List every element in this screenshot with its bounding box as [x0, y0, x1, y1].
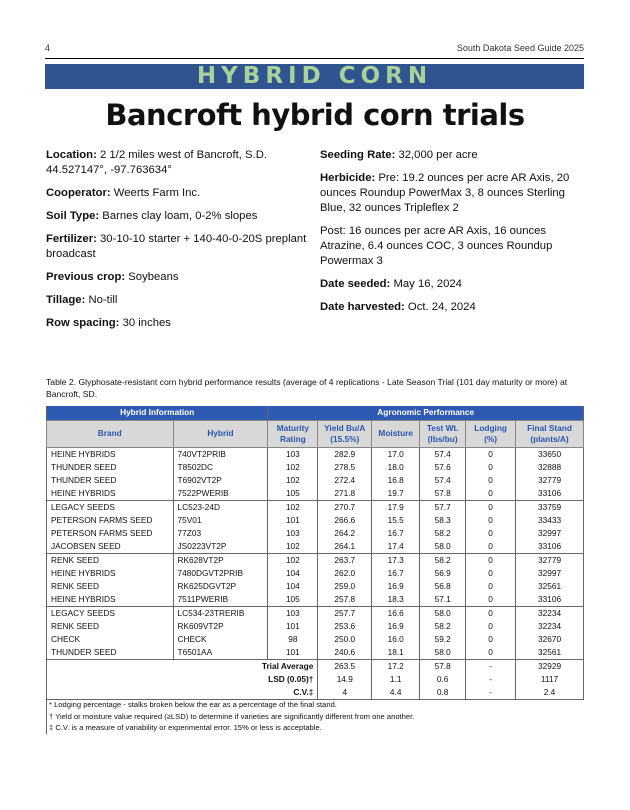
table-cell: HEINE HYBRIDS — [47, 593, 174, 607]
table-cell: 259.0 — [318, 580, 372, 593]
table-cell: 740VT2PRIB — [173, 447, 268, 461]
footnotes — [46, 699, 586, 734]
column-header-line: (%) — [484, 433, 498, 444]
table-cell: 58.3 — [420, 514, 466, 527]
table-cell: RK609VT2P — [173, 620, 268, 633]
column-header-line: Hybrid — [207, 428, 234, 438]
column-header-line: (15.5%) — [330, 433, 360, 444]
table-cell: 57.7 — [420, 500, 466, 514]
results-table — [46, 406, 584, 700]
table-caption: Table 2. Glyphosate-resistant corn hybrid performance results (average of 4 replications - Late Season Trial (101 day maturity or more) at Bancroft, SD. — [46, 377, 568, 399]
table-cell: 264.1 — [318, 540, 372, 554]
table-cell: 250.0 — [318, 633, 372, 646]
detail-item — [320, 148, 590, 163]
detail-value: 30 inches — [119, 317, 171, 329]
table-cell: 17.0 — [372, 447, 420, 461]
table-cell: JS0223VT2P — [173, 540, 268, 554]
table-cell: HEINE HYBRIDS — [47, 567, 174, 580]
table-cell: CHECK — [173, 633, 268, 646]
table-cell: 16.7 — [372, 527, 420, 540]
table-cell: 17.3 — [372, 553, 420, 567]
column-header-line: Final Stand — [527, 422, 572, 433]
table-row — [47, 447, 584, 461]
table-cell: 0 — [466, 646, 516, 660]
table-cell: RK628VT2P — [173, 553, 268, 567]
detail-item — [46, 293, 316, 308]
table-cell: 32997 — [516, 527, 584, 540]
table-row — [47, 487, 584, 501]
table-cell: 257.8 — [318, 593, 372, 607]
table-cell: THUNDER SEED — [47, 474, 174, 487]
summary-cell: - — [466, 686, 516, 700]
table-row — [47, 567, 584, 580]
page-title: Bancroft hybrid corn trials — [105, 98, 525, 132]
table-cell: 102 — [268, 540, 318, 554]
detail-label: Herbicide: — [320, 172, 376, 184]
table-cell: 0 — [466, 461, 516, 474]
column-header — [47, 420, 174, 447]
detail-value: May 16, 2024 — [390, 278, 462, 290]
table-cell: 101 — [268, 620, 318, 633]
table-cell: 16.8 — [372, 474, 420, 487]
table-cell: 56.8 — [420, 580, 466, 593]
column-header-line: (plants/A) — [530, 433, 569, 444]
column-header — [516, 420, 584, 447]
detail-item — [320, 277, 590, 292]
table-cell: 18.3 — [372, 593, 420, 607]
table-cell: 58.2 — [420, 553, 466, 567]
table-cell: T8502DC — [173, 461, 268, 474]
column-header-line: Lodging — [474, 422, 507, 433]
table-cell: 18.1 — [372, 646, 420, 660]
table-row — [47, 514, 584, 527]
summary-cell: 2.4 — [516, 686, 584, 700]
table-cell: 77Z03 — [173, 527, 268, 540]
table-cell: 75V01 — [173, 514, 268, 527]
table-cell: 32561 — [516, 580, 584, 593]
table-cell: 102 — [268, 474, 318, 487]
table-cell: 58.2 — [420, 527, 466, 540]
column-header-line: Brand — [97, 428, 122, 438]
detail-value: Oct. 24, 2024 — [404, 301, 476, 313]
column-header — [372, 420, 420, 447]
column-header — [318, 420, 372, 447]
guide-title: South Dakota Seed Guide 2025 — [456, 43, 584, 53]
detail-item — [46, 209, 316, 224]
detail-value: Weerts Farm Inc. — [110, 187, 201, 199]
summary-cell: 0.8 — [420, 686, 466, 700]
table-cell: 58.0 — [420, 607, 466, 621]
table-cell: 7522PWERIB — [173, 487, 268, 501]
summary-cell: 263.5 — [318, 660, 372, 674]
column-header — [268, 420, 318, 447]
detail-item — [320, 224, 590, 269]
table-cell: 33759 — [516, 500, 584, 514]
page-header — [45, 40, 584, 59]
table-cell: 262.0 — [318, 567, 372, 580]
table-cell: 57.6 — [420, 461, 466, 474]
detail-value: Soybeans — [125, 271, 179, 283]
detail-label: Date seeded: — [320, 278, 391, 290]
table-cell: 0 — [466, 580, 516, 593]
table-cell: 0 — [466, 540, 516, 554]
table-cell: 105 — [268, 593, 318, 607]
table-cell: 266.6 — [318, 514, 372, 527]
table-cell: PETERSON FARMS SEED — [47, 514, 174, 527]
table-cell: 58.2 — [420, 620, 466, 633]
table-cell: 105 — [268, 487, 318, 501]
table-cell: LC534-23TRERIB — [173, 607, 268, 621]
table-cell: 98 — [268, 633, 318, 646]
summary-cell: - — [466, 660, 516, 674]
group-header: Hybrid Information — [47, 406, 268, 420]
column-header-line: Yield Bu/A — [324, 422, 366, 433]
summary-cell: - — [466, 673, 516, 686]
footnote: † Yield or moisture value required (≥LSD) to determine if varieties are significantly different from one another. — [49, 711, 415, 721]
table-cell: T6501AA — [173, 646, 268, 660]
table-cell: 263.7 — [318, 553, 372, 567]
page-number: 4 — [45, 43, 51, 53]
summary-cell: 4 — [318, 686, 372, 700]
table-cell: 278.5 — [318, 461, 372, 474]
table-cell: 33106 — [516, 540, 584, 554]
table-cell: 17.9 — [372, 500, 420, 514]
table-cell: 102 — [268, 500, 318, 514]
table-cell: THUNDER SEED — [47, 461, 174, 474]
detail-label: Previous crop: — [46, 271, 126, 283]
table-cell: 32234 — [516, 620, 584, 633]
table-cell: 33650 — [516, 447, 584, 461]
table-cell: 0 — [466, 487, 516, 501]
summary-cell: 1.1 — [372, 673, 420, 686]
table-row — [47, 593, 584, 607]
table-cell: 0 — [466, 607, 516, 621]
table-cell: 0 — [466, 567, 516, 580]
table-cell: 101 — [268, 646, 318, 660]
table-cell: 0 — [466, 527, 516, 540]
table-cell: 240.6 — [318, 646, 372, 660]
summary-row — [47, 660, 584, 674]
summary-cell: 0.6 — [420, 673, 466, 686]
table-cell: 0 — [466, 620, 516, 633]
table-cell: 102 — [268, 461, 318, 474]
table-cell: 32997 — [516, 567, 584, 580]
table-cell: 272.4 — [318, 474, 372, 487]
table-row — [47, 474, 584, 487]
table-cell: 16.6 — [372, 607, 420, 621]
table-cell: 15.5 — [372, 514, 420, 527]
column-header-line: Moisture — [378, 428, 413, 438]
table-cell: 0 — [466, 593, 516, 607]
table-cell: 57.8 — [420, 487, 466, 501]
column-header — [173, 420, 268, 447]
table-cell: 103 — [268, 607, 318, 621]
table-cell: 57.4 — [420, 447, 466, 461]
table-cell: HEINE HYBRIDS — [47, 447, 174, 461]
table-cell: 271.8 — [318, 487, 372, 501]
column-header-line: Test Wt. — [426, 422, 459, 433]
table-cell: 57.4 — [420, 474, 466, 487]
column-header-line: (lbs/bu) — [427, 433, 458, 444]
table-cell: JACOBSEN SEED — [47, 540, 174, 554]
table-cell: 16.9 — [372, 620, 420, 633]
table-cell: 33106 — [516, 593, 584, 607]
table-row — [47, 620, 584, 633]
summary-cell: 57.8 — [420, 660, 466, 674]
table-cell: 103 — [268, 527, 318, 540]
table-cell: 16.9 — [372, 580, 420, 593]
table-cell: 104 — [268, 580, 318, 593]
column-header-line: Maturity — [276, 422, 309, 433]
detail-value: Barnes clay loam, 0-2% slopes — [99, 210, 258, 222]
summary-row — [47, 686, 584, 700]
summary-cell: 17.2 — [372, 660, 420, 674]
table-cell: 7480DGVT2PRIB — [173, 567, 268, 580]
detail-value: 32,000 per acre — [395, 149, 478, 161]
detail-label: Tillage: — [46, 294, 86, 306]
table-cell: 253.6 — [318, 620, 372, 633]
table-row — [47, 540, 584, 554]
table-cell: 32779 — [516, 474, 584, 487]
detail-label: Date harvested: — [320, 301, 405, 313]
detail-item — [46, 316, 316, 331]
footnote: ‡ C.V. is a measure of variability or experimental error. 15% or less is acceptable. — [49, 723, 322, 732]
table-row — [47, 527, 584, 540]
table-cell: 104 — [268, 567, 318, 580]
detail-label: Cooperator: — [46, 187, 111, 199]
table-cell: 7511PWERIB — [173, 593, 268, 607]
table-cell: LC523-24D — [173, 500, 268, 514]
summary-cell: 14.9 — [318, 673, 372, 686]
detail-value: Post: 16 ounces per acre AR Axis, 16 ounces Atrazine, 6.4 ounces COC, 3 ounces Roundup Powermax 3 — [320, 225, 553, 267]
table-cell: RK625DGVT2P — [173, 580, 268, 593]
table-cell: THUNDER SEED — [47, 646, 174, 660]
table-row — [47, 607, 584, 621]
table-cell: T6902VT2P — [173, 474, 268, 487]
table-cell: LEGACY SEEDS — [47, 607, 174, 621]
detail-item — [320, 300, 590, 315]
summary-label: LSD (0.05)† — [47, 673, 318, 686]
detail-value: 30-10-10 starter + 140-40-0-20S preplant broadcast — [46, 233, 307, 260]
table-row — [47, 646, 584, 660]
detail-label: Seeding Rate: — [320, 149, 396, 161]
summary-cell: 1117 — [516, 673, 584, 686]
table-cell: 19.7 — [372, 487, 420, 501]
table-cell: 33433 — [516, 514, 584, 527]
footnote: * Lodging percentage - stalks broken below the ear as a percentage of the final stand. — [49, 700, 337, 709]
table-cell: 0 — [466, 500, 516, 514]
trial-details-left — [46, 148, 316, 339]
table-cell: 56.9 — [420, 567, 466, 580]
table-cell: 32888 — [516, 461, 584, 474]
table-row — [47, 633, 584, 646]
table-cell: CHECK — [47, 633, 174, 646]
table-cell: RENK SEED — [47, 553, 174, 567]
group-header: Agronomic Performance — [268, 406, 584, 420]
table-cell: 33106 — [516, 487, 584, 501]
table-cell: 32779 — [516, 553, 584, 567]
table-cell: 32234 — [516, 607, 584, 621]
column-header — [420, 420, 466, 447]
table-cell: 59.2 — [420, 633, 466, 646]
column-header-line: Rating — [279, 433, 306, 444]
table-cell: 257.7 — [318, 607, 372, 621]
detail-item — [46, 232, 316, 262]
section-banner: HYBRID CORN — [45, 64, 584, 89]
table-cell: 17.4 — [372, 540, 420, 554]
detail-value: 2 1/2 miles west of Bancroft, S.D. 44.527147°, -97.763634° — [46, 149, 267, 176]
table-cell: 58.0 — [420, 646, 466, 660]
table-cell: 0 — [466, 447, 516, 461]
detail-item — [46, 270, 316, 285]
detail-item — [46, 148, 316, 178]
table-cell: 103 — [268, 447, 318, 461]
table-cell: 0 — [466, 553, 516, 567]
table-cell: RENK SEED — [47, 580, 174, 593]
detail-label: Fertilizer: — [46, 233, 97, 245]
table-cell: HEINE HYBRIDS — [47, 487, 174, 501]
detail-value: Pre: 19.2 ounces per acre AR Axis, 20 ounces Roundup PowerMax 3, 8 ounces Sterling Blue, 32 ounces Tripleflex 2 — [320, 172, 570, 214]
table-cell: 270.7 — [318, 500, 372, 514]
table-cell: 32670 — [516, 633, 584, 646]
detail-value: No-till — [85, 294, 118, 306]
trial-details-right — [320, 148, 590, 323]
detail-item — [320, 171, 590, 216]
table-cell: 58.0 — [420, 540, 466, 554]
detail-label: Row spacing: — [46, 317, 120, 329]
table-cell: 16.7 — [372, 567, 420, 580]
table-cell: 16.0 — [372, 633, 420, 646]
detail-label: Soil Type: — [46, 210, 100, 222]
summary-label: Trial Average — [47, 660, 318, 674]
table-cell: 102 — [268, 553, 318, 567]
table-cell: 264.2 — [318, 527, 372, 540]
summary-cell: 32929 — [516, 660, 584, 674]
table-cell: 0 — [466, 514, 516, 527]
detail-label: Location: — [46, 149, 97, 161]
table-cell: 101 — [268, 514, 318, 527]
table-cell: 282.9 — [318, 447, 372, 461]
table-cell: 57.1 — [420, 593, 466, 607]
summary-label: C.V.‡ — [47, 686, 318, 700]
table-cell: 18.0 — [372, 461, 420, 474]
table-row — [47, 580, 584, 593]
table-cell: PETERSON FARMS SEED — [47, 527, 174, 540]
table-cell: RENK SEED — [47, 620, 174, 633]
table-row — [47, 461, 584, 474]
column-header — [466, 420, 516, 447]
summary-row — [47, 673, 584, 686]
table-cell: LEGACY SEEDS — [47, 500, 174, 514]
summary-cell: 4.4 — [372, 686, 420, 700]
table-cell: 0 — [466, 474, 516, 487]
table-cell: 0 — [466, 633, 516, 646]
table-row — [47, 553, 584, 567]
table-row — [47, 500, 584, 514]
table-cell: 32561 — [516, 646, 584, 660]
detail-item — [46, 186, 316, 201]
